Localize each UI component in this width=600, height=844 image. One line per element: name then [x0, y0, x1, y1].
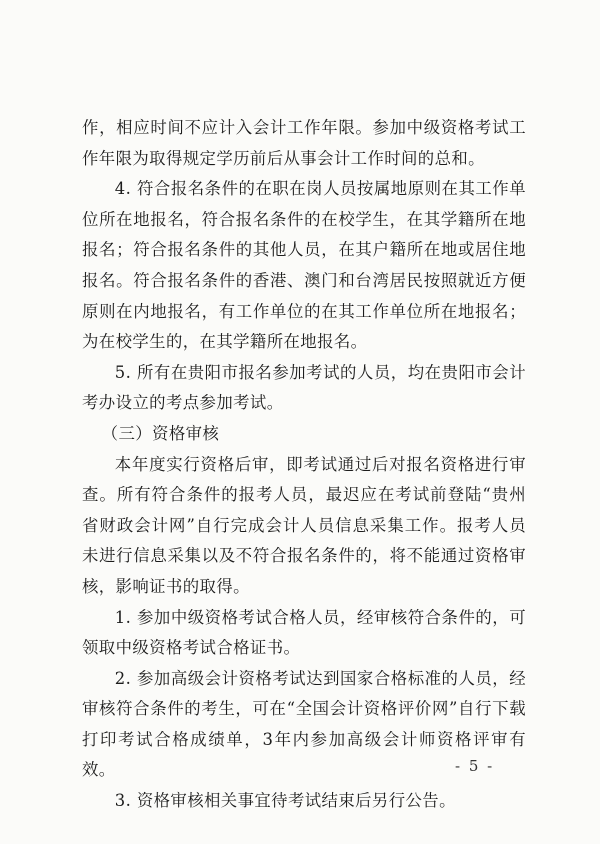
paragraph-review-item-1-intermediate: 1. 参加中级资格考试合格人员，经审核符合条件的，可领取中级资格考试合格证书。	[82, 607, 526, 658]
document-body	[82, 113, 526, 817]
section-heading-qualification-review: （三）资格审核	[101, 423, 220, 443]
paragraph-item-5-guiyang-exam-site: 5. 所有在贵阳市报名参加考试的人员，均在贵阳市会计考办设立的考点参加考试。	[82, 362, 526, 413]
paragraph-review-item-2-senior: 2. 参加高级会计资格考试达到国家合格标准的人员，经审核符合条件的考生，可在“全国会计资格评价网”自行下载打印考试合格成绩单，3年内参加高级会计师资格评审有效。	[82, 668, 526, 780]
paragraph-item-4-registration-location: 4. 符合报名条件的在职在岗人员按属地原则在其工作单位所在地报名，符合报名条件的在校学生，在其学籍所在地报名；符合报名条件的其他人员，在其户籍所在地或居住地报名。符合报名条件的香港、澳门和台湾居民按照就近方便原则在内地报名，有工作单位的在其工作单位所在地报名；为在校学生的，在其学籍所在地报名。	[82, 179, 526, 352]
paragraph-work-years-continued: 作，相应时间不应计入会计工作年限。参加中级资格考试工作年限为取得规定学历前后从事会计工作时间的总和。	[82, 118, 526, 168]
paragraph-qualification-review-intro: 本年度实行资格后审，即考试通过后对报名资格进行审查。所有符合条件的报考人员，最迟应在考试前登陆“贵州省财政会计网”自行完成会计人员信息采集工作。报考人员未进行信息采集以及不符合报名条件的，将不能通过资格审核，影响证书的取得。	[82, 454, 526, 596]
page-number: - 5 -	[455, 757, 495, 775]
paragraph-review-item-3-announcement: 3. 资格审核相关事宜待考试结束后另行公告。	[114, 791, 456, 811]
